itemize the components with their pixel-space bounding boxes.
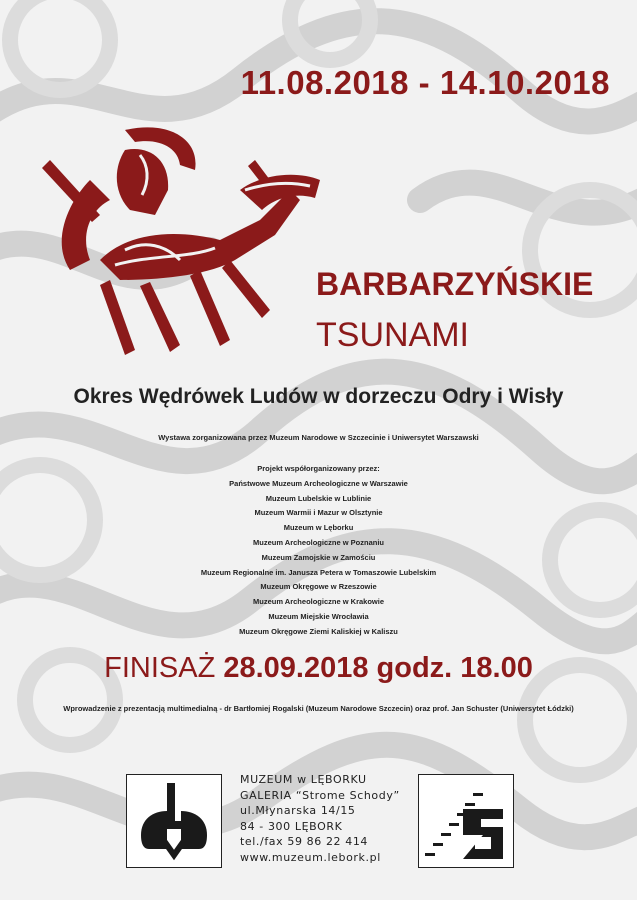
contact-website: www.muzeum.lebork.pl	[240, 850, 381, 864]
partner-item: Państwowe Muzeum Archeologiczne w Warszawie	[229, 478, 408, 488]
contact-city: 84 - 300 LĘBORK	[240, 819, 343, 833]
contact-block	[240, 772, 400, 865]
exhibition-subtitle: Okres Wędrówek Ludów w dorzeczu Odry i Wisły	[73, 385, 564, 408]
museum-lm-logo-icon	[126, 774, 222, 868]
intro-text: Wprowadzenie z prezentacją multimedialną - dr Bartłomiej Rogalski (Muzeum Narodowe Szczecin) oraz prof. Jan Schuster (Uniwersytet Łódzki)	[63, 704, 574, 713]
partner-item: Muzeum Regionalne im. Janusza Petera w Tomaszowie Lubelskim	[200, 567, 437, 577]
partner-item: Muzeum Zamojskie w Zamościu	[261, 552, 376, 562]
partner-item: Muzeum Lubelskie w Lublinie	[265, 493, 372, 503]
exhibition-title-line2: TSUNAMI	[316, 316, 469, 354]
partner-item: Muzeum Okręgowe Ziemi Kaliskiej w Kaliszu	[239, 626, 398, 636]
partner-item: Muzeum Warmii i Mazur w Olsztynie	[254, 508, 383, 518]
contact-phone: tel./fax 59 86 22 414	[240, 835, 369, 848]
partners-heading: Projekt współorganizowany przez:	[257, 464, 380, 473]
partner-item: Muzeum Archeologiczne w Poznaniu	[253, 537, 384, 547]
partner-item: Muzeum Miejskie Wrocławia	[268, 611, 369, 621]
contact-museum: MUZEUM w LĘBORKU	[240, 773, 367, 786]
contact-gallery: GALERIA “Strome Schody”	[240, 788, 400, 802]
partner-item: Muzeum Okręgowe w Rzeszowie	[260, 582, 377, 592]
contact-street: ul.Młynarska 14/15	[240, 804, 356, 817]
gallery-stairs-logo-icon	[418, 774, 514, 868]
partner-item: Muzeum Archeologiczne w Krakowie	[253, 597, 384, 607]
finisage-line	[0, 652, 637, 685]
barbarian-rider-horse-icon	[30, 120, 330, 370]
organizer-text: Wystawa zorganizowana przez Muzeum Narodowe w Szczecinie i Uniwersytet Warszawski	[158, 433, 479, 442]
finisage-datetime: 28.09.2018 godz. 18.00	[223, 652, 533, 684]
partners-list	[0, 462, 637, 640]
exhibition-dates: 11.08.2018 - 14.10.2018	[240, 64, 610, 101]
exhibition-title-line1: BARBARZYŃSKIE	[316, 266, 594, 302]
partner-item: Muzeum w Lęborku	[283, 523, 354, 533]
finisage-label: FINISAŻ	[104, 652, 216, 684]
